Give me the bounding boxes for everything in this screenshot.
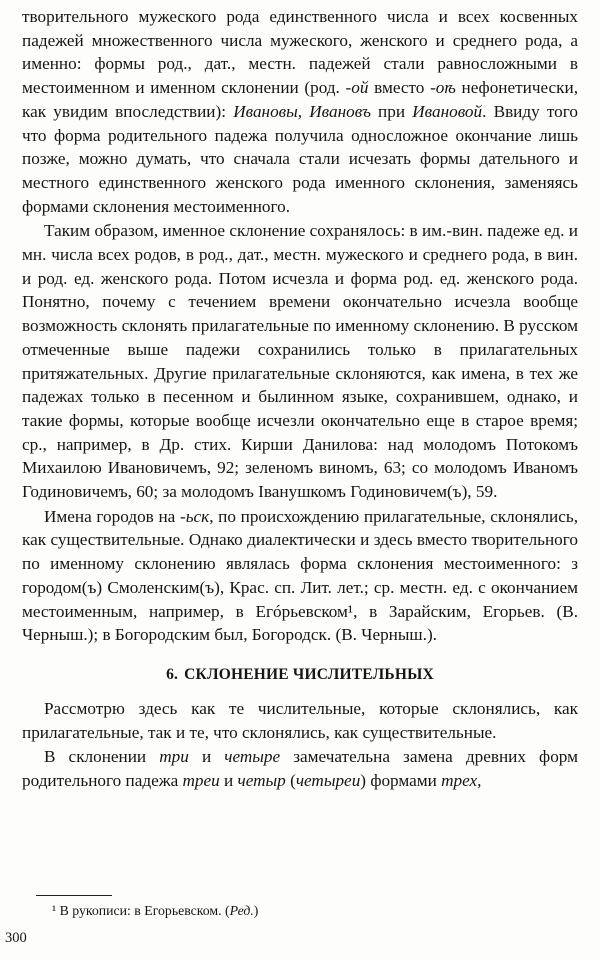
footnote-divider [36, 895, 112, 896]
paragraph-5: В склонении три и четыре замечательна замена древних форм родительного падежа треи и четыр (четыреи) формами трех, [22, 747, 578, 791]
footnote: ¹ В рукописи: в Егорьевском. (Ред.) [52, 903, 259, 918]
section-heading [22, 666, 578, 684]
page-number: 300 [5, 930, 27, 946]
paragraph-1: творительного мужеского рода единственного числа и всех косвенных падежей множественного числа мужеского, женского и среднего рода, а именно: формы род., дат., местн. падежей стали равносложными в местоименном и именном склонении (род. -ой вместо -оѣ нефонетически, как увидим впоследствии): Ивановы, Ивановъ при Ивановой. Ввиду того что форма родительного падежа получила односложное окончание лишь позже, можно думать, что сначала стали исчезать формы дательного и местного единственного женского рода именного склонения, заменяясь формами склонения местоименного. [22, 7, 578, 216]
section-number: 6. [166, 665, 179, 683]
section-title: СКЛОНЕНИЕ ЧИСЛИТЕЛЬНЫХ [184, 665, 434, 683]
paragraph-3: Имена городов на -ьск, по происхождению прилагательные, склонялись, как существительные. Однако диалектически и здесь вместо творительного по именному склонению являлась форма склонения местоименного: з городом(ъ) Смоленским(ъ), Крас. сп. Лит. лет.; ср. местн. ед. с окончанием местоименным, например, в Егóрьевском¹, в Зарайским, Егорьев. (В. Черныш.); в Богородским был, Богородск. (В. Черныш.). [22, 506, 578, 645]
paragraph-2: Таким образом, именное склонение сохранялось: в им.-вин. падеже ед. и мн. числа всех родов, в род., дат., местн. мужеского и среднего рода, в вин. и род. ед. женского рода. Потом исчезла и форма род. ед. женского рода. Понятно, почему с течением времени окончательно исчезла вообще возможность склонять прилагательные по именному склонению. В русском отмеченные выше падежи сохранились только в прилагательных притяжательных. Другие прилагательные склоняются, как имена, в тех же падежах только в песенном и былинном языке, сохранившем, однако, и такие формы, которые вообще исчезли окончательно еще в старое время; ср., например, в Др. стих. Кирши Данилова: над молодомъ Потокомъ Михаилою Ивановичемъ, 92; зеленомъ виномъ, 63; со молодомъ Иваномъ Годиновичемъ, 60; за молодомъ Іванушкомъ Годиновичем(ъ), 59. [22, 221, 578, 502]
paragraph-4: Рассмотрю здесь как те числительные, которые склонялись, как прилагательные, так и те, что склонялись, как существительные. [22, 698, 578, 742]
body-text [22, 5, 578, 793]
